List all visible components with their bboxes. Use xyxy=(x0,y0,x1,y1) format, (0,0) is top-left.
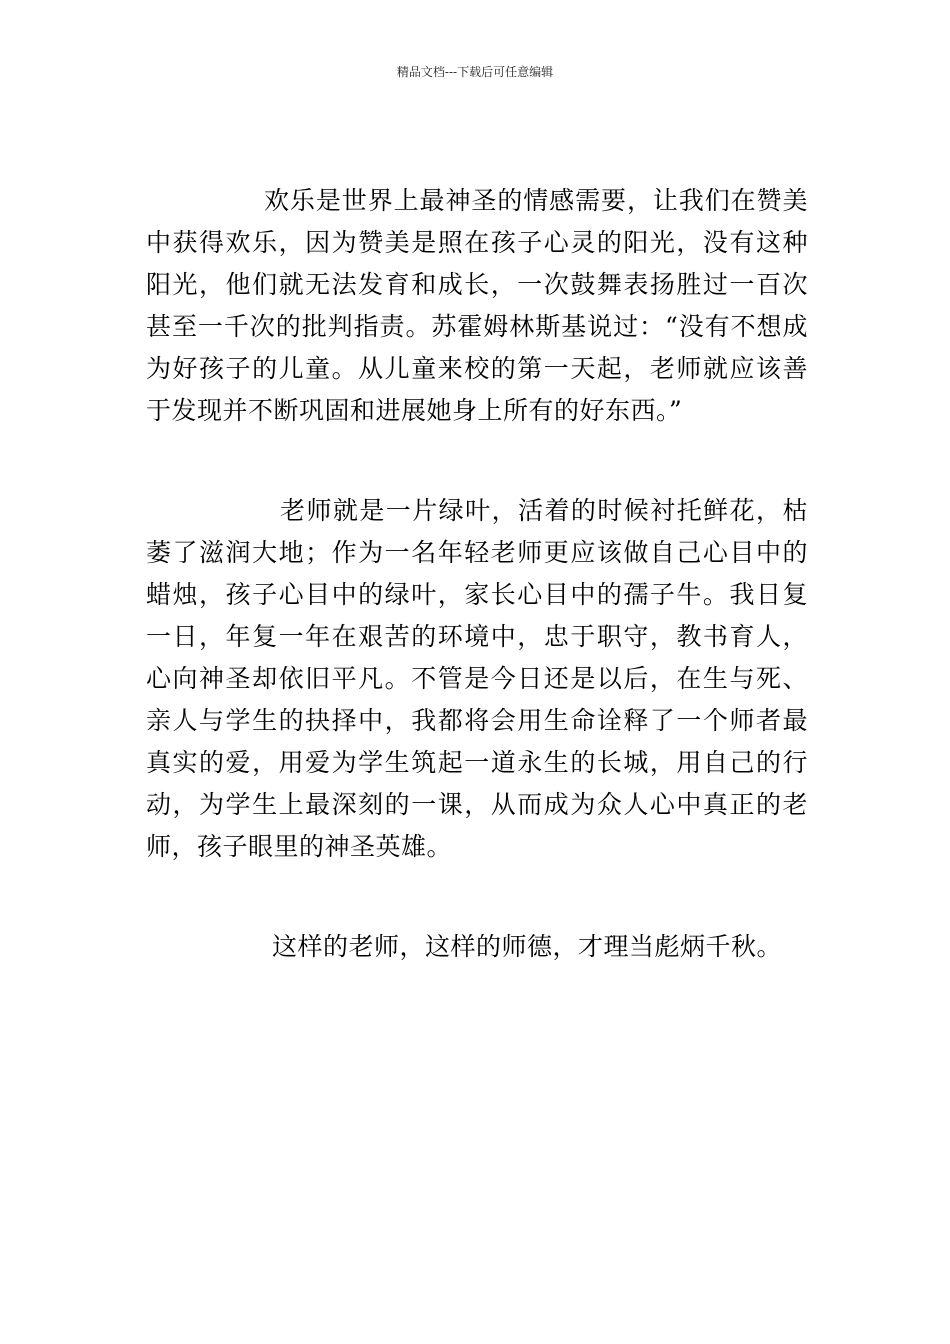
paragraph-praise: 欢乐是世界上最神圣的情感需要，让我们在赞美中获得欢乐，因为赞美是照在孩子心灵的阳光，没有这种阳光，他们就无法发育和成长，一次鼓舞表扬胜过一百次甚至一千次的批判指责。苏霍姆林斯基说过：“没有不想成为好孩子的儿童。从儿童来校的第一天起，老师就应该善于发现并不断巩固和进展她身上所有的好东西。” xyxy=(146,186,808,425)
document-body xyxy=(146,180,808,968)
paragraph-conclusion: 这样的老师，这样的师德，才理当彪炳千秋。 xyxy=(272,932,783,961)
paragraph-green-leaf: 老师就是一片绿叶，活着的时候衬托鲜花，枯萎了滋润大地；作为一名年轻老师更应该做自己心目中的蜡烛，孩子心目中的绿叶，家长心目中的孺子牛。我日复一日，年复一年在艰苦的环境中，忠于职守，教书育人，心向神圣却依旧平凡。不管是今日还是以后，在生与死、亲人与学生的抉择中，我都将会用生命诠释了一个师者最真实的爱，用爱为学生筑起一道永生的长城，用自己的行动，为学生上最深刻的一课，从而成为众人心中真正的老师，孩子眼里的神圣英雄。 xyxy=(146,496,808,861)
page-header: 精品文档---下载后可任意编辑 xyxy=(396,65,554,79)
